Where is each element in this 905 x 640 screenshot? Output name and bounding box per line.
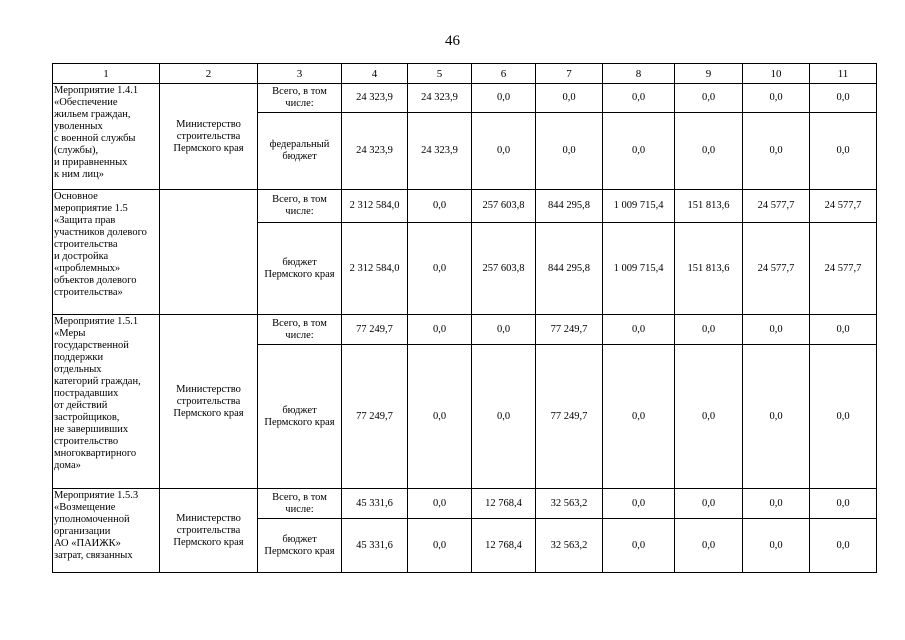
funding-source-line: Всего, в том: [272, 194, 327, 205]
column-header: 2: [160, 64, 258, 84]
value-cell: 45 331,6: [342, 519, 408, 573]
value-cell: 0,0: [743, 315, 810, 345]
activity-name-cell-line: уполномоченной: [54, 514, 130, 525]
activity-name-cell-line: пострадавших: [54, 388, 119, 399]
funding-source-line: федеральный: [269, 139, 330, 150]
activity-name-cell-line: застройщиков,: [54, 412, 120, 423]
column-header: 1: [53, 64, 160, 84]
table-row: [53, 84, 877, 113]
page-number: 46: [445, 33, 460, 49]
activity-name-cell-line: поддержки: [54, 352, 104, 363]
value-cell: 257 603,8: [472, 190, 536, 223]
value-cell: 0,0: [603, 345, 675, 489]
funding-source-cell: [258, 190, 342, 223]
value-cell: 257 603,8: [472, 223, 536, 315]
funding-source-line: Всего, в том: [272, 317, 327, 329]
funding-source-line: числе:: [285, 206, 314, 217]
value-cell: 12 768,4: [472, 489, 536, 519]
table-row: [53, 489, 877, 519]
activity-name-cell-line: (службы),: [54, 145, 99, 156]
value-cell: 0,0: [810, 84, 877, 113]
column-header: 10: [743, 64, 810, 84]
executor-cell: [160, 84, 258, 190]
funding-source-line: числе:: [285, 329, 314, 341]
activity-name-cell-line: «Меры: [54, 328, 86, 339]
executor-cell-line: Министерство: [176, 118, 241, 130]
funding-source-line: Пермского края: [264, 416, 335, 428]
activity-name-cell-line: жильем граждан,: [54, 109, 131, 120]
table-row: [53, 190, 877, 223]
value-cell: 0,0: [408, 190, 472, 223]
executor-cell-line: строительства: [176, 395, 241, 407]
activity-name-cell: [53, 489, 160, 573]
funding-source-line: числе:: [285, 503, 314, 515]
value-cell: 0,0: [408, 519, 472, 573]
activity-name-cell-line: Мероприятие 1.4.1: [54, 85, 139, 96]
value-cell: 0,0: [472, 84, 536, 113]
value-cell: 0,0: [408, 345, 472, 489]
activity-name-cell-line: организации: [54, 526, 111, 537]
activity-name-cell-line: государственной: [54, 340, 129, 351]
value-cell: 0,0: [810, 315, 877, 345]
value-cell: 45 331,6: [342, 489, 408, 519]
activity-name-cell: [53, 190, 160, 315]
executor-cell: [160, 190, 258, 315]
value-cell: 1 009 715,4: [603, 190, 675, 223]
funding-source-cell: [258, 113, 342, 190]
activity-name-cell-line: строительства: [54, 239, 118, 250]
value-cell: 151 813,6: [675, 223, 743, 315]
funding-source-line: Всего, в том: [272, 86, 327, 97]
activity-name-cell-line: отдельных: [54, 364, 102, 375]
value-cell: 151 813,6: [675, 190, 743, 223]
activity-name-cell-line: «Обеспечение: [54, 97, 118, 108]
activity-name-cell-line: мероприятие 1.5: [54, 203, 128, 214]
value-cell: 0,0: [408, 223, 472, 315]
value-cell: 32 563,2: [536, 519, 603, 573]
funding-source-cell: [258, 223, 342, 315]
column-header: 11: [810, 64, 877, 84]
column-header: 7: [536, 64, 603, 84]
funding-source-line: бюджет: [282, 533, 317, 545]
funding-source-cell: [258, 345, 342, 489]
value-cell: 77 249,7: [342, 315, 408, 345]
activity-name-cell-line: Мероприятие 1.5.1: [54, 316, 139, 327]
executor-cell: [160, 315, 258, 489]
executor-cell-line: Пермского края: [173, 536, 244, 548]
funding-source-cell: [258, 519, 342, 573]
activity-name-cell-line: Мероприятие 1.5.3: [54, 490, 139, 501]
value-cell: 0,0: [743, 345, 810, 489]
executor-cell-line: строительства: [176, 524, 241, 536]
value-cell: 1 009 715,4: [603, 223, 675, 315]
activity-name-cell-line: категорий граждан,: [54, 376, 141, 387]
value-cell: 0,0: [536, 113, 603, 190]
funding-source-line: Всего, в том: [272, 491, 327, 503]
value-cell: 0,0: [408, 315, 472, 345]
column-header: 8: [603, 64, 675, 84]
value-cell: 0,0: [603, 315, 675, 345]
activity-name-cell-line: участников долевого: [54, 227, 147, 238]
activity-name-cell-line: и достройка: [54, 251, 109, 262]
value-cell: 24 323,9: [342, 84, 408, 113]
value-cell: 844 295,8: [536, 223, 603, 315]
value-cell: 77 249,7: [536, 345, 603, 489]
activity-name-cell-line: строительство: [54, 436, 119, 447]
executor-cell-line: Министерство: [176, 512, 241, 524]
funding-source-line: Пермского края: [264, 545, 335, 557]
value-cell: 0,0: [603, 113, 675, 190]
value-cell: 0,0: [675, 315, 743, 345]
activity-name-cell-line: многоквартирного: [54, 448, 137, 459]
column-header-row: [53, 64, 877, 84]
value-cell: 24 577,7: [743, 223, 810, 315]
value-cell: 0,0: [675, 345, 743, 489]
value-cell: 0,0: [603, 84, 675, 113]
value-cell: 0,0: [472, 345, 536, 489]
value-cell: 0,0: [743, 519, 810, 573]
activity-name-cell-line: не завершивших: [54, 424, 129, 435]
value-cell: 0,0: [472, 113, 536, 190]
executor-cell-line: Пермского края: [173, 407, 244, 419]
value-cell: 2 312 584,0: [342, 223, 408, 315]
value-cell: 0,0: [675, 489, 743, 519]
column-header: 5: [408, 64, 472, 84]
column-header: 3: [258, 64, 342, 84]
value-cell: 24 577,7: [743, 190, 810, 223]
activity-name-cell-line: Основное: [54, 191, 98, 202]
funding-source-cell: [258, 489, 342, 519]
value-cell: 24 323,9: [408, 84, 472, 113]
value-cell: 32 563,2: [536, 489, 603, 519]
activity-name-cell-line: с военной службы: [54, 133, 136, 144]
activity-name-cell: [53, 315, 160, 489]
value-cell: 0,0: [810, 489, 877, 519]
value-cell: 24 577,7: [810, 223, 877, 315]
activity-name-cell-line: дома»: [54, 460, 81, 471]
value-cell: 0,0: [810, 345, 877, 489]
value-cell: 0,0: [810, 519, 877, 573]
activity-name-cell-line: АО «ПАИЖК»: [54, 538, 121, 549]
executor-cell-line: Пермского края: [173, 142, 244, 154]
funding-source-line: Пермского края: [264, 268, 335, 280]
value-cell: 77 249,7: [536, 315, 603, 345]
funding-source-line: бюджет: [282, 151, 317, 162]
column-header: 4: [342, 64, 408, 84]
activity-name-cell-line: и приравненных: [54, 157, 128, 168]
value-cell: 0,0: [536, 84, 603, 113]
executor-cell-line: Министерство: [176, 383, 241, 395]
activity-name-cell: [53, 84, 160, 190]
value-cell: 0,0: [743, 113, 810, 190]
value-cell: 0,0: [675, 113, 743, 190]
column-header: 9: [675, 64, 743, 84]
activity-name-cell-line: строительства»: [54, 287, 123, 298]
activity-name-cell-line: от действий: [54, 400, 108, 411]
activity-name-cell-line: уволенных: [54, 121, 103, 132]
funding-source-line: числе:: [285, 98, 314, 109]
activity-name-cell-line: к ним лиц»: [54, 169, 104, 180]
value-cell: 2 312 584,0: [342, 190, 408, 223]
value-cell: 0,0: [743, 489, 810, 519]
funding-source-line: бюджет: [282, 404, 317, 416]
value-cell: 0,0: [810, 113, 877, 190]
value-cell: 0,0: [603, 519, 675, 573]
value-cell: 0,0: [675, 84, 743, 113]
funding-source-line: бюджет: [282, 256, 317, 268]
funding-source-cell: [258, 84, 342, 113]
activity-name-cell-line: затрат, связанных: [54, 550, 133, 561]
column-header: 6: [472, 64, 536, 84]
activity-name-cell-line: «проблемных»: [54, 263, 121, 274]
value-cell: 0,0: [603, 489, 675, 519]
value-cell: 77 249,7: [342, 345, 408, 489]
activity-name-cell-line: «Защита прав: [54, 215, 116, 226]
value-cell: 12 768,4: [472, 519, 536, 573]
executor-cell-line: строительства: [176, 130, 241, 142]
activity-name-cell-line: «Возмещение: [54, 502, 116, 513]
value-cell: 0,0: [675, 519, 743, 573]
value-cell: 844 295,8: [536, 190, 603, 223]
value-cell: 24 323,9: [342, 113, 408, 190]
value-cell: 0,0: [408, 489, 472, 519]
value-cell: 0,0: [743, 84, 810, 113]
value-cell: 0,0: [472, 315, 536, 345]
funding-source-cell: [258, 315, 342, 345]
value-cell: 24 323,9: [408, 113, 472, 190]
activity-name-cell-line: объектов долевого: [54, 275, 137, 286]
value-cell: 24 577,7: [810, 190, 877, 223]
table-row: [53, 315, 877, 345]
budget-table: [52, 63, 877, 573]
executor-cell: [160, 489, 258, 573]
